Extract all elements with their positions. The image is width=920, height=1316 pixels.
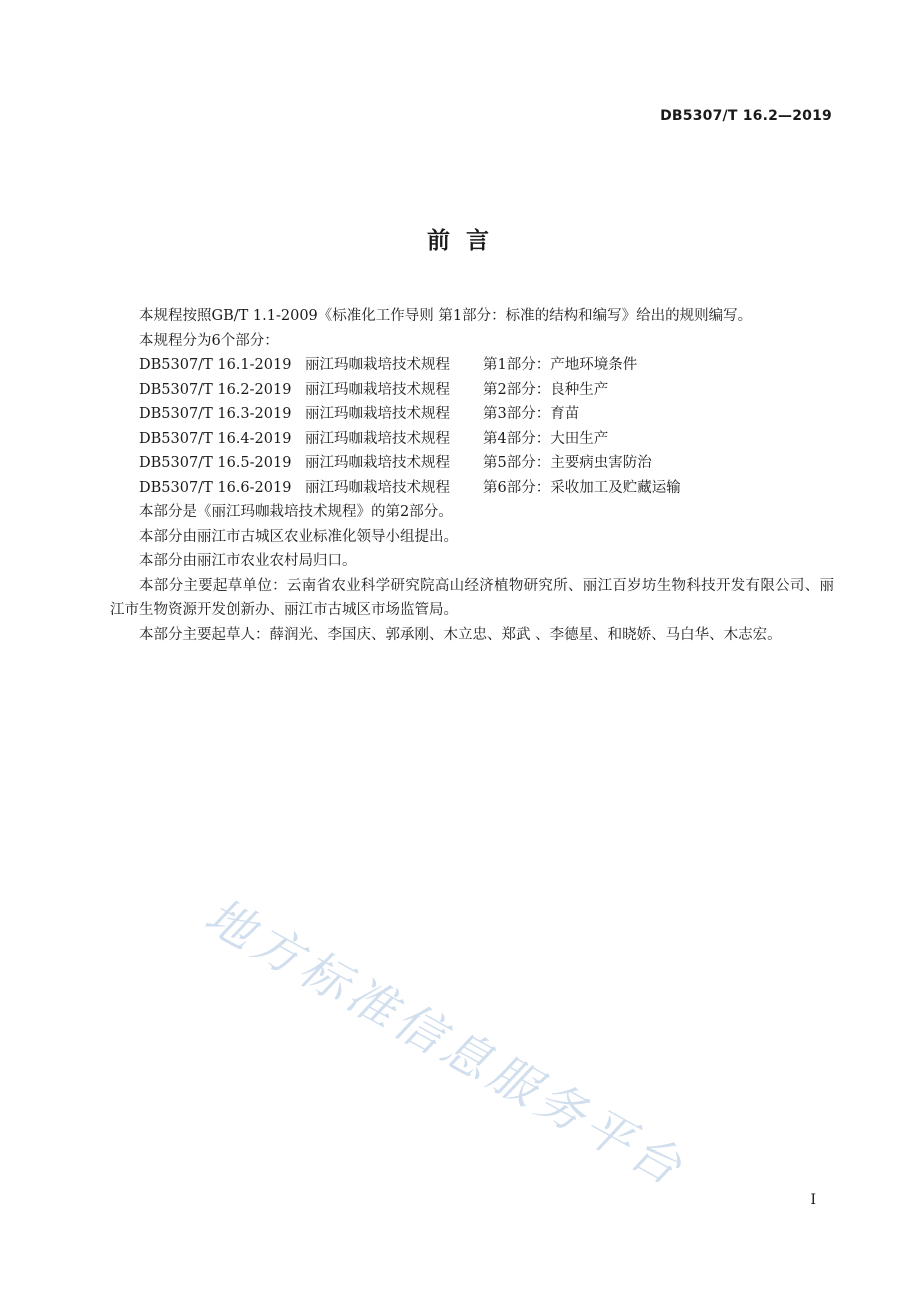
part-code: DB5307/T 16.5-2019 bbox=[139, 455, 292, 471]
parts-list-item bbox=[110, 476, 834, 501]
managed-by-paragraph: 本部分由丽江市农业农村局归口。 bbox=[139, 553, 357, 569]
part-name: 丽江玛咖栽培技术规程 bbox=[305, 406, 450, 422]
standard-code: DB5307/T 16.2—2019 bbox=[660, 108, 832, 124]
parts-list-item bbox=[110, 353, 834, 378]
part-title: 第5部分：主要病虫害防治 bbox=[483, 455, 652, 471]
part-code: DB5307/T 16.1-2019 bbox=[139, 357, 292, 373]
parts-list-item bbox=[110, 402, 834, 427]
part-name: 丽江玛咖栽培技术规程 bbox=[305, 381, 450, 398]
part-title: 第2部分：良种生产 bbox=[483, 381, 609, 398]
drafting-rule-paragraph: 本规程按照GB/T 1.1-2009《标准化工作导则 第1部分：标准的结构和编写》给出的规则编写。 bbox=[139, 308, 753, 324]
parts-list-item bbox=[110, 427, 834, 452]
part-title: 第4部分：大田生产 bbox=[483, 430, 609, 447]
part-code: DB5307/T 16.3-2019 bbox=[139, 406, 292, 422]
drafters-paragraph: 本部分主要起草人：薛润光、李国庆、郭承刚、木立忠、郑武 、李德星、和晓娇、马白华、木志宏。 bbox=[139, 626, 782, 643]
parts-list bbox=[110, 353, 834, 500]
part-name: 丽江玛咖栽培技术规程 bbox=[305, 357, 450, 373]
part-name: 丽江玛咖栽培技术规程 bbox=[305, 479, 450, 496]
part-code: DB5307/T 16.2-2019 bbox=[139, 381, 292, 398]
proposed-by-paragraph: 本部分由丽江市古城区农业标准化领导小组提出。 bbox=[139, 528, 458, 545]
part-code: DB5307/T 16.4-2019 bbox=[139, 430, 292, 447]
watermark: 地方标准信息服务平台 bbox=[195, 887, 695, 1199]
part-title: 第1部分：产地环境条件 bbox=[483, 357, 638, 373]
part-title: 第3部分：育苗 bbox=[483, 406, 580, 422]
part-name: 丽江玛咖栽培技术规程 bbox=[305, 455, 450, 471]
part-name: 丽江玛咖栽培技术规程 bbox=[305, 430, 450, 447]
page-number: I bbox=[810, 1192, 816, 1208]
part-code: DB5307/T 16.6-2019 bbox=[139, 479, 292, 496]
parts-list-item bbox=[110, 451, 834, 476]
drafting-units-paragraph: 本部分主要起草单位：云南省农业科学研究院高山经济植物研究所、丽江百岁坊生物科技开发有限公司、丽江市生物资源开发创新办、丽江市古城区市场监管局。 bbox=[110, 577, 834, 618]
page-title: 前 言 bbox=[426, 228, 493, 254]
this-part-paragraph: 本部分是《丽江玛咖栽培技术规程》的第2部分。 bbox=[139, 504, 453, 520]
part-title: 第6部分：采收加工及贮藏运输 bbox=[483, 479, 681, 496]
parts-list-item bbox=[110, 378, 834, 403]
foreword-body bbox=[110, 304, 834, 647]
parts-intro-paragraph: 本规程分为6个部分： bbox=[139, 332, 279, 349]
